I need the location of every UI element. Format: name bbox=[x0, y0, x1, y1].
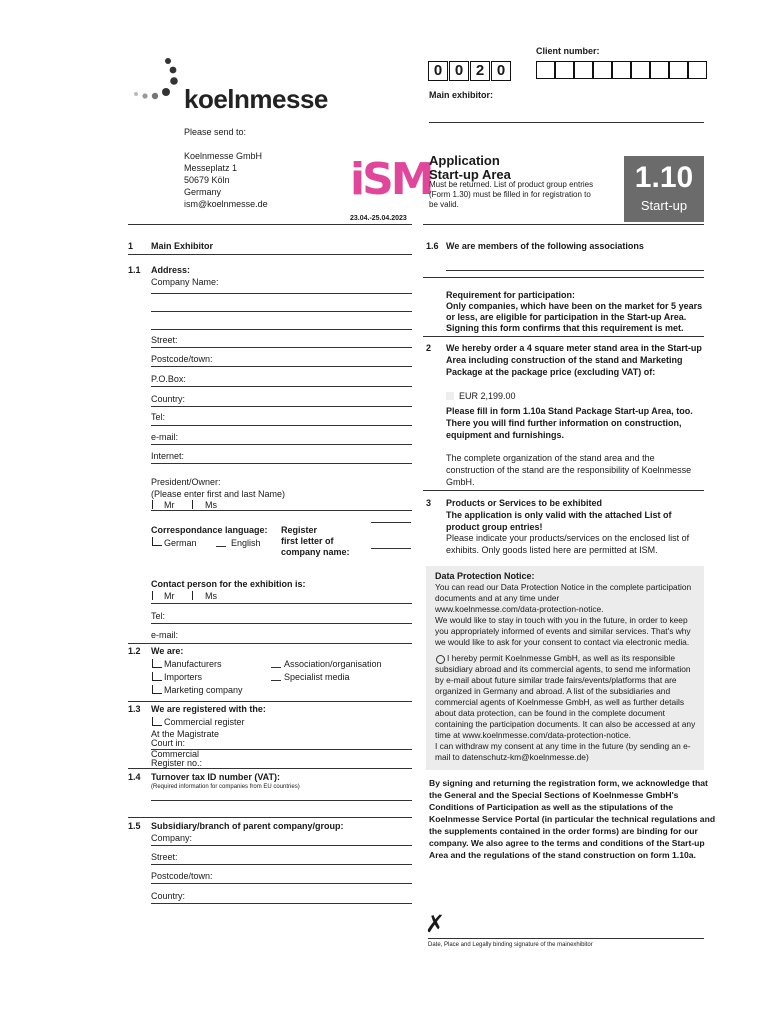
sign-statement-line: Conditions of Participation as well as the stipulations of the bbox=[429, 802, 673, 812]
ms-checkbox-2[interactable] bbox=[192, 591, 202, 600]
send-to-label: Please send to: bbox=[184, 127, 247, 137]
signature-x-icon: ✗ bbox=[425, 911, 446, 938]
english-checkbox[interactable] bbox=[216, 546, 226, 547]
sign-statement-line: the General and the Special Sections of Koelnmesse GmbH's bbox=[429, 790, 679, 800]
products-line: exhibits. Only goods listed here are permitted at ISM. bbox=[446, 545, 658, 555]
client-number-digits bbox=[428, 61, 518, 81]
importers-checkbox[interactable] bbox=[152, 672, 162, 681]
send-to-email: ism@koelnmesse.de bbox=[184, 199, 268, 209]
organization-line: construction of the stand are the responsibility of Koelnmesse bbox=[446, 465, 692, 475]
company-name-field-3[interactable] bbox=[151, 329, 412, 330]
commercial-label: Commercial bbox=[151, 749, 200, 759]
subsidiary-country-field[interactable] bbox=[151, 903, 412, 904]
ism-logo: iSM bbox=[350, 154, 432, 205]
form-note: (Form 1.30) must be filled in for registration to bbox=[429, 190, 591, 199]
associations-field[interactable] bbox=[446, 270, 704, 271]
consent-line: organized in Germany and abroad. A list of the subsidiaries and bbox=[435, 686, 671, 696]
mr-checkbox-2[interactable] bbox=[152, 591, 162, 600]
badge-label: Start-up bbox=[640, 198, 688, 213]
products-warning: The application is only valid with the attached List of bbox=[446, 510, 672, 520]
specialist-media-checkbox[interactable] bbox=[271, 680, 281, 681]
organization-line: The complete organization of the stand area and the bbox=[446, 453, 655, 463]
postcode-label: Postcode/town: bbox=[151, 354, 213, 364]
contact-person-label: Contact person for the exhibition is: bbox=[151, 579, 306, 589]
president-field[interactable] bbox=[151, 510, 412, 511]
register-label: first letter of bbox=[281, 536, 334, 546]
marketing-company-checkbox[interactable] bbox=[152, 685, 162, 694]
form-badge bbox=[624, 156, 704, 222]
contact-tel-label: Tel: bbox=[151, 611, 166, 621]
vat-note: (Required information for companies from EU countries) bbox=[151, 784, 300, 790]
president-note: (Please enter first and last Name) bbox=[151, 489, 286, 499]
consent-line: commercial agents of Koelnmesse GmbH, as well as further details bbox=[435, 697, 685, 707]
street-field[interactable] bbox=[151, 347, 412, 348]
association-checkbox[interactable] bbox=[271, 667, 281, 668]
data-protection-line: You can read our Data Protection Notice in the complete participation bbox=[435, 582, 692, 592]
german-label: German bbox=[164, 538, 197, 548]
divider bbox=[128, 224, 412, 225]
data-protection-line: you appropriately informed of events and similar services. That's why bbox=[435, 626, 691, 636]
consent-line: I hereby permit Koelnmesse GmbH, as well as its responsible bbox=[447, 653, 676, 663]
organization-line: GmbH. bbox=[446, 477, 475, 487]
send-to-line: 50679 Köln bbox=[184, 175, 230, 185]
main-exhibitor-label: Main exhibitor: bbox=[429, 90, 494, 100]
address-heading: Address: bbox=[151, 265, 191, 275]
client-digit: 0 bbox=[449, 61, 469, 81]
register-letter-field[interactable] bbox=[371, 522, 411, 523]
country-field[interactable] bbox=[151, 406, 412, 407]
fill-in-line: equipment and furnishings. bbox=[446, 430, 565, 440]
vat-heading: Turnover tax ID number (VAT): bbox=[151, 772, 281, 782]
register-no-label: Register no.: bbox=[151, 758, 203, 768]
pobox-field[interactable] bbox=[151, 386, 412, 387]
ms-checkbox[interactable] bbox=[192, 500, 202, 509]
client-digit: 0 bbox=[491, 61, 511, 81]
sign-statement-line: company. We also agree to the terms and conditions of the Start-up bbox=[429, 838, 705, 848]
contact-email-label: e-mail: bbox=[151, 630, 179, 640]
sign-statement-line: Area and the regulations of the stand construction on form 1.10a. bbox=[429, 850, 696, 860]
sign-statement-line: By signing and returning the registration form, we acknowledge that bbox=[429, 778, 708, 788]
manufacturers-label: Manufacturers bbox=[164, 659, 222, 669]
register-label: company name: bbox=[281, 547, 350, 557]
badge-number: 1.10 bbox=[634, 161, 694, 194]
subsidiary-company-field[interactable] bbox=[151, 845, 412, 846]
subsidiary-company-label: Company: bbox=[151, 833, 193, 843]
products-warning: product group entries! bbox=[446, 522, 543, 532]
mr-checkbox[interactable] bbox=[152, 500, 162, 509]
form-note: be valid. bbox=[429, 200, 459, 209]
tel-field[interactable] bbox=[151, 425, 412, 426]
consent-line: time at www.koelnmesse.com/data-protection-notice. bbox=[435, 730, 631, 740]
pobox-label: P.O.Box: bbox=[151, 374, 186, 384]
manufacturers-checkbox[interactable] bbox=[152, 659, 162, 668]
fill-in-line: Please fill in form 1.10a Stand Package Start-up Area, too. bbox=[446, 406, 693, 416]
subsidiary-postcode-label: Postcode/town: bbox=[151, 871, 213, 881]
subsidiary-heading: Subsidiary/branch of parent company/group: bbox=[151, 821, 344, 831]
divider bbox=[423, 336, 704, 337]
data-protection-line: documents and at any time under bbox=[435, 593, 560, 603]
contact-name-field[interactable] bbox=[151, 603, 412, 604]
consent-line: containing the participation documents. It can also be accessed at any bbox=[435, 719, 696, 729]
street-label: Street: bbox=[151, 335, 178, 345]
main-exhibitor-field[interactable] bbox=[429, 122, 704, 123]
data-protection-line: www.koelnmesse.com/data-protection-notice. bbox=[435, 604, 604, 614]
tel-label: Tel: bbox=[151, 412, 166, 422]
postcode-field[interactable] bbox=[151, 366, 412, 367]
order-line: Area including construction of the stand and Marketing bbox=[446, 355, 683, 365]
sign-statement-line: Koelnmesse Service Portal (in particular the technical regulations and bbox=[429, 814, 716, 824]
association-label: Association/organisation bbox=[284, 659, 382, 669]
internet-field[interactable] bbox=[151, 463, 412, 464]
register-letter-field-2[interactable] bbox=[371, 548, 411, 549]
consent-line: subsidiary abroad and its commercial agents, to send me information bbox=[435, 664, 691, 674]
associations-heading: We are members of the following associations bbox=[446, 241, 644, 251]
registered-heading: We are registered with the: bbox=[151, 704, 266, 714]
subsidiary-street-label: Street: bbox=[151, 852, 178, 862]
package-price: EUR 2,199.00 bbox=[459, 391, 516, 401]
mr-label: Mr bbox=[164, 500, 175, 510]
subsidiary-street-field[interactable] bbox=[151, 864, 412, 865]
section-number: 2 bbox=[426, 343, 432, 353]
event-dates: 23.04.-25.04.2023 bbox=[350, 215, 407, 222]
court-label: Court in: bbox=[151, 738, 186, 748]
consent-line: by e-mail about future similar trade fairs/events/platforms that are bbox=[435, 675, 677, 685]
contact-tel-field[interactable] bbox=[151, 623, 412, 624]
commercial-register-checkbox[interactable] bbox=[152, 717, 162, 726]
data-protection-title: Data Protection Notice: bbox=[435, 571, 535, 581]
order-line: We hereby order a 4 square meter stand area in the Start-up bbox=[446, 343, 702, 353]
signature-field[interactable] bbox=[428, 938, 704, 939]
president-label: President/Owner: bbox=[151, 477, 221, 487]
form-title: Application bbox=[429, 153, 500, 168]
client-digit: 2 bbox=[470, 61, 490, 81]
client-number-input[interactable] bbox=[536, 61, 706, 79]
company-name-label: Company Name: bbox=[151, 277, 219, 287]
divider bbox=[128, 701, 412, 702]
email-label: e-mail: bbox=[151, 432, 179, 442]
products-line: Please indicate your products/services on the enclosed list of bbox=[446, 533, 690, 543]
consent-line: about data protection, can be found in the complete document bbox=[435, 708, 666, 718]
requirement-line: or less, are eligible for participation in the Start-up Area. bbox=[446, 312, 687, 322]
company-name-field-2[interactable] bbox=[151, 311, 412, 312]
internet-label: Internet: bbox=[151, 451, 185, 461]
order-line: Package at the package price (excluding VAT) of: bbox=[446, 367, 656, 377]
data-protection-line: we would like to ask for your consent to contact via electronic media. bbox=[435, 637, 690, 647]
send-to-line: Messeplatz 1 bbox=[184, 163, 238, 173]
vat-field[interactable] bbox=[151, 800, 412, 801]
section-number: 1.1 bbox=[128, 265, 141, 275]
german-checkbox[interactable] bbox=[152, 537, 162, 546]
correspondence-language-label: Correspondance language: bbox=[151, 525, 268, 535]
mr-label-2: Mr bbox=[164, 591, 175, 601]
signature-caption: Date, Place and Legally binding signature of the mainexhibitor bbox=[428, 942, 593, 948]
section-number: 1.5 bbox=[128, 821, 141, 831]
send-to-line: Germany bbox=[184, 187, 222, 197]
country-label: Country: bbox=[151, 394, 186, 404]
english-label: English bbox=[231, 538, 261, 548]
form-subtitle: Start-up Area bbox=[429, 167, 511, 182]
commercial-register-label: Commercial register bbox=[164, 717, 245, 727]
client-number-label: Client number: bbox=[536, 46, 600, 56]
section-number: 3 bbox=[426, 498, 432, 508]
subsidiary-postcode-field[interactable] bbox=[151, 883, 412, 884]
requirement-title: Requirement for participation: bbox=[446, 290, 576, 300]
section-number: 1.4 bbox=[128, 772, 141, 782]
consent-line: I can withdraw my consent at any time in the future (by sending an e- bbox=[435, 741, 691, 751]
company-name-field[interactable] bbox=[151, 293, 412, 294]
sign-statement-line: the supplements contained in the order forms) are binding for our bbox=[429, 826, 698, 836]
price-checkbox[interactable] bbox=[446, 392, 454, 400]
requirement-line: Only companies, which have been on the market for 5 years bbox=[446, 301, 703, 311]
ms-label-2: Ms bbox=[205, 591, 217, 601]
koelnmesse-logo-text: koelnmesse bbox=[184, 84, 328, 114]
divider bbox=[128, 254, 412, 255]
vat-field-2[interactable] bbox=[128, 817, 412, 818]
magistrate-label: At the Magistrate bbox=[151, 729, 220, 739]
register-label: Register bbox=[281, 525, 318, 535]
associations-field-2[interactable] bbox=[423, 277, 704, 278]
section-number: 1.3 bbox=[128, 704, 141, 714]
divider bbox=[423, 224, 704, 225]
section-number: 1.2 bbox=[128, 646, 141, 656]
section-number: 1.6 bbox=[426, 241, 439, 251]
specialist-media-label: Specialist media bbox=[284, 672, 350, 682]
email-field[interactable] bbox=[151, 444, 412, 445]
form-note: Must be returned. List of product group entries bbox=[429, 180, 594, 189]
products-heading: Products or Services to be exhibited bbox=[446, 498, 603, 508]
send-to-line: Koelnmesse GmbH bbox=[184, 151, 263, 161]
section-title: Main Exhibitor bbox=[151, 241, 214, 251]
importers-label: Importers bbox=[164, 672, 203, 682]
subsidiary-country-label: Country: bbox=[151, 891, 186, 901]
fill-in-line: There you will find further information on construction, bbox=[446, 418, 682, 428]
ms-label: Ms bbox=[205, 500, 217, 510]
divider bbox=[423, 490, 704, 491]
requirement-line: Signing this form confirms that this requirement is met. bbox=[446, 323, 684, 333]
koelnmesse-logo-icon bbox=[128, 55, 188, 105]
register-no-field[interactable] bbox=[128, 768, 412, 769]
consent-line: mail to datenschutz-km@koelnmesse.de) bbox=[435, 752, 589, 762]
data-protection-line: We would like to stay in touch with you in the future, in order to keep bbox=[435, 615, 688, 625]
contact-email-field[interactable] bbox=[128, 643, 412, 644]
marketing-company-label: Marketing company bbox=[164, 685, 243, 695]
section-number: 1 bbox=[128, 241, 134, 251]
client-digit: 0 bbox=[428, 61, 448, 81]
we-are-heading: We are: bbox=[151, 646, 184, 656]
